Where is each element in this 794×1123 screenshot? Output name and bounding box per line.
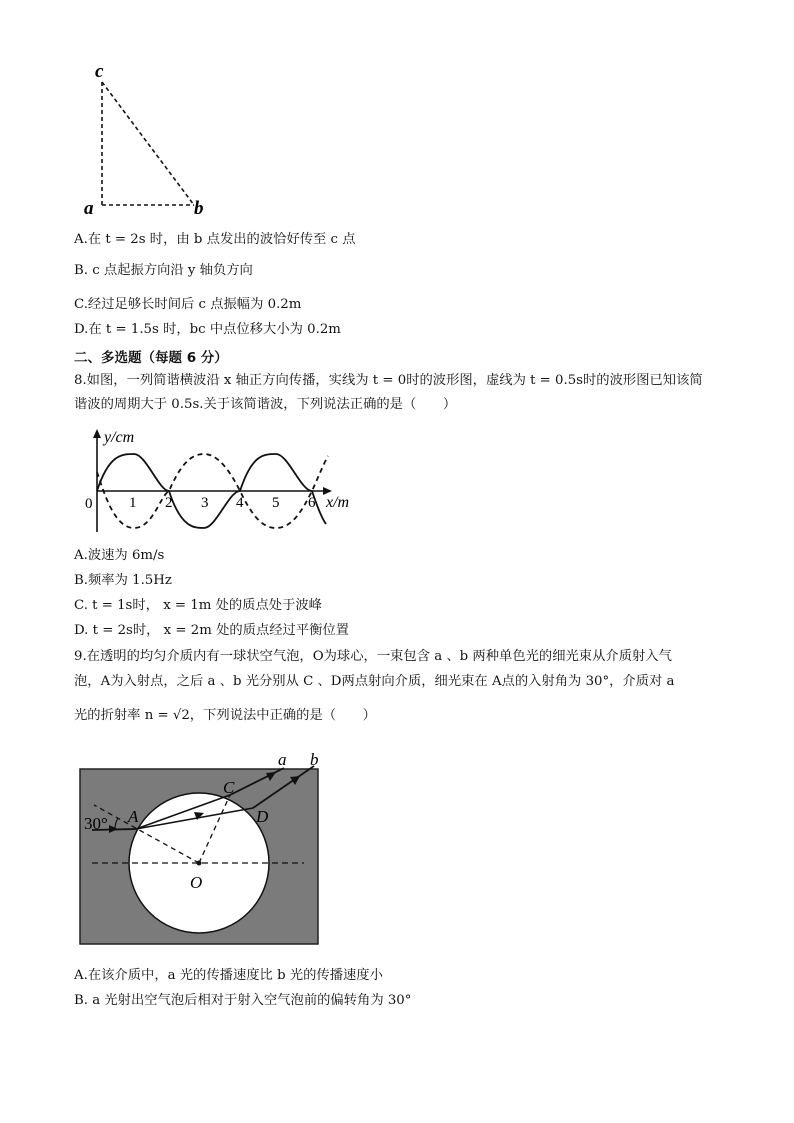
wave-tick-5: 5 — [272, 495, 280, 511]
triangle-label-b: b — [194, 198, 204, 219]
triangle-label-c: c — [95, 62, 104, 82]
q9-stem-line1: 9.在透明的均匀介质内有一球状空气泡，O为球心，一束包含 a 、b 两种单色光的细光束从介质射入气 — [74, 649, 672, 664]
center-point-O — [197, 861, 202, 866]
q7-option-a: A.在 t = 2s 时，由 b 点发出的波恰好传至 c 点 — [74, 232, 356, 247]
q7-option-c: C.经过足够长时间后 c 点振幅为 0.2m — [74, 297, 302, 312]
wave-tick-2: 2 — [165, 495, 173, 511]
q9-option-b: B. a 光射出空气泡后相对于射入空气泡前的偏转角为 30° — [74, 993, 412, 1008]
q8-option-c: C. t = 1s时， x = 1m 处的质点处于波峰 — [74, 598, 322, 613]
q8-stem-line2: 谐波的周期大于 0.5s.关于该简谐波，下列说法正确的是（ ） — [74, 397, 457, 412]
wave-origin-label: 0 — [85, 496, 93, 512]
wave-figure — [80, 426, 370, 538]
q8-option-b: B.频率为 1.5Hz — [74, 573, 172, 588]
section-title: 二、多选题（每题 6 分） — [74, 350, 228, 366]
triangle-figure — [78, 62, 218, 222]
bubble-label-b: b — [310, 750, 319, 769]
bubble-angle-label: 30° — [84, 814, 108, 833]
bubble-label-O: O — [190, 873, 203, 892]
bubble-label-a: a — [278, 750, 287, 769]
wave-xlabel: x/m — [326, 494, 350, 511]
q8-option-d: D. t = 2s时， x = 2m 处的质点经过平衡位置 — [74, 623, 350, 638]
q8-stem-line1: 8.如图，一列简谐横波沿 x 轴正方向传播，实线为 t = 0时的波形图，虚线为 t = 0.5s时的波形图已知该简 — [74, 373, 703, 388]
wave-ylabel: y/cm — [104, 429, 135, 446]
q7-option-b: B. c 点起振方向沿 y 轴负方向 — [74, 263, 253, 278]
triangle-label-a: a — [84, 198, 94, 219]
wave-tick-1: 1 — [129, 495, 137, 511]
wave-tick-4: 4 — [236, 495, 244, 511]
bubble-label-A: A — [128, 807, 139, 826]
wave-tick-3: 3 — [201, 495, 209, 511]
wave-y-arrow — [93, 429, 101, 438]
q9-stem-line2: 泡，A为入射点，之后 a 、b 光分别从 C 、D两点射向介质，细光束在 A点的入射角为 30°，介质对 a — [74, 674, 675, 689]
wave-tick-6: 6 — [308, 495, 316, 511]
bubble-label-C: C — [223, 778, 235, 797]
bubble-label-D: D — [256, 807, 269, 826]
triangle-side-cb — [102, 82, 194, 205]
q7-option-d: D.在 t = 1.5s 时，bc 中点位移大小为 0.2m — [74, 322, 341, 337]
q9-option-a: A.在该介质中，a 光的传播速度比 b 光的传播速度小 — [74, 968, 383, 983]
q9-stem-line3: 光的折射率 n = √2，下列说法中正确的是（ ） — [74, 708, 376, 723]
q8-option-a: A.波速为 6m/s — [74, 548, 165, 563]
bubble-figure — [78, 750, 328, 950]
